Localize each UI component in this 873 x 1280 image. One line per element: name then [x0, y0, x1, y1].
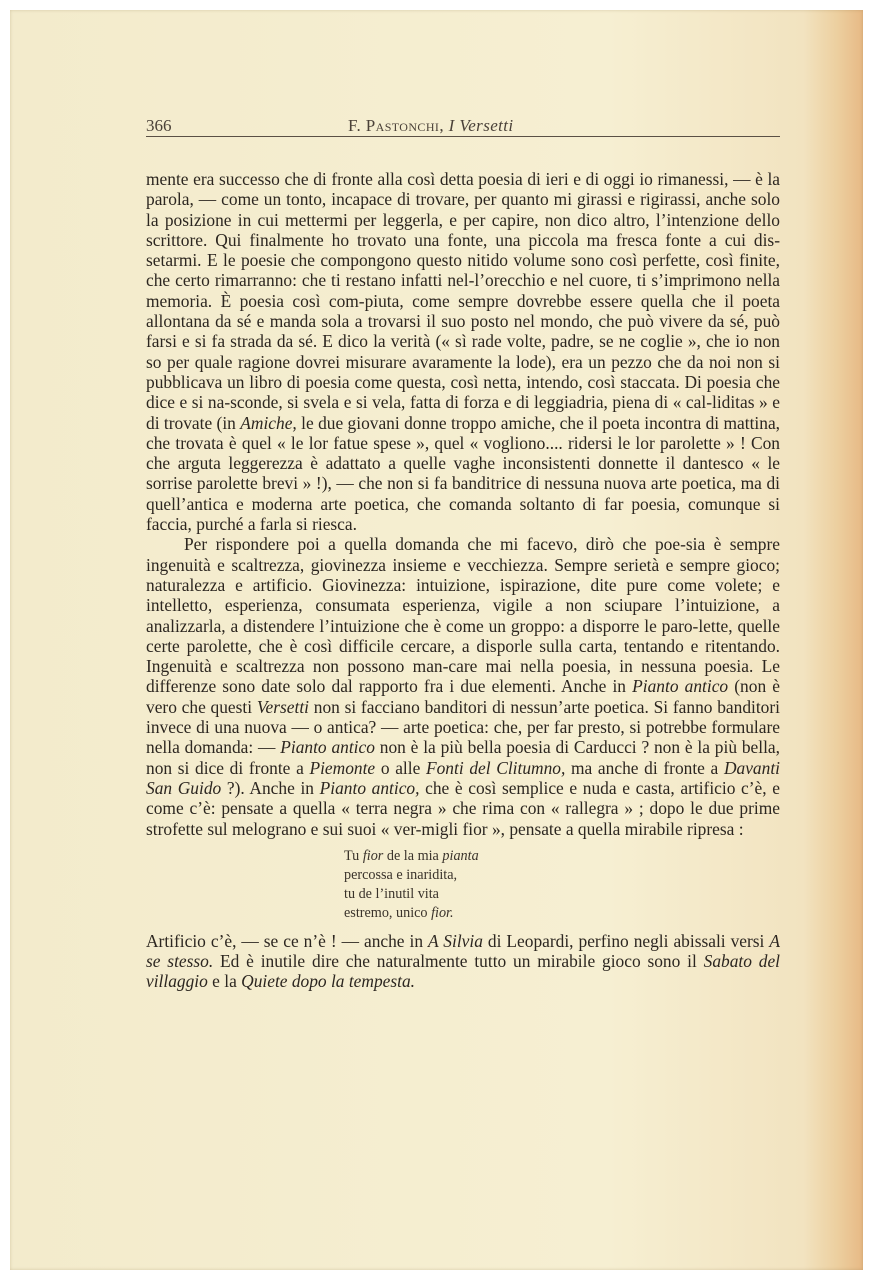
text-run: Artificio c’è, — se ce n’è ! — anche in: [146, 930, 429, 951]
text-run: ?). Anche in: [221, 777, 320, 798]
text-run: le due giovani donne troppo amiche, che il poeta incontra di mattina, che trovata è quel « le lor fatue spese », quel « vogliono.... ridersi le lor parolette » ! Con che arguta leggerezza è adattato a quelle vaghe inconsistenti donnette il dantesco « le sorrise parolette brevi » !), — che non si fa banditrice di nessuna nuova arte poetica, ma di quell’antica e moderna arte poetica, che comanda soltanto di far poesia, comunque si faccia, purché a farla si riesca.: [146, 412, 781, 535]
verse-text: de la mia: [383, 847, 443, 864]
text-run: e la: [207, 971, 242, 992]
paragraph-3: [146, 931, 780, 992]
verse-text: Tu: [344, 847, 363, 864]
text-run: Per rispondere poi a quella domanda che mi facevo, dirò che poe-sia è sempre ingenuità e scaltrezza, giovinezza insieme e vecchiezza. Sempre serietà e sempre gioco; naturalezza e artificio. Giovinezza: intuizione, ispirazione, dite pure come volete; e intelletto, esperienza, consumata esperienza, vigile a non sciupare l’intuizione, a analizzarla, a distendere l’intuizione che è come un groppo: a disporre le paro-lette, quelle certe parolette, che è così difficile cercare, a disporle sulla carta, tentando e ritentando. Ingenuità e scaltrezza non possono man-care mai nella poesia, in nessuna poesia. Le differenze sono date solo dal rapporto fra i due elementi. Anche in: [146, 534, 780, 697]
text-run: non si facciano banditori di nessun’arte poetica. Si fanno banditori invece di una nuova — o antica? — arte poetica: che, per far presto, si potrebbe formulare nella domanda: —: [146, 696, 781, 758]
italic-title: Sabato del villaggio: [146, 951, 780, 992]
italic-title: Pianto antico,: [319, 777, 420, 798]
work-title: I Versetti: [448, 116, 514, 135]
text-run: Ed è inutile dire che naturalmente tutto un mirabile gioco sono il: [213, 951, 704, 972]
verse-line: tu de l’inutil vita: [344, 885, 439, 902]
text-run: di Leopardi, perfino negli abissali versi: [482, 930, 770, 951]
text-run: ma anche di fronte a: [565, 757, 724, 778]
text-run: che è così semplice e nuda e casta, artificio c’è, e come c’è: pensate a quella « terra negra » che rima con « rallegra » ; dopo le due prime strofette sul melograno e sui suoi « ver-migli fior », pensate a quella mirabile ripresa :: [146, 777, 780, 839]
scanned-page: [10, 10, 863, 1270]
text-run: non è la più bella poesia di Carducci ? non è la più bella, non si dice di fronte a: [146, 737, 780, 778]
italic-title: A se stesso.: [146, 930, 780, 972]
page-number: 366: [146, 116, 172, 135]
italic-title: Fonti del Clitumno,: [425, 757, 566, 778]
text-run: o alle: [375, 757, 426, 778]
title-separator: ,: [439, 116, 449, 135]
author-name: F. Pastonchi: [348, 116, 440, 135]
page-content: [146, 110, 780, 992]
verse-italic: pianta: [442, 847, 479, 864]
verse-line: percossa e inaridita,: [344, 866, 458, 883]
italic-title: Quiete dopo la tempesta.: [241, 971, 416, 992]
verse-italic: fior.: [431, 904, 454, 921]
running-title: [348, 116, 514, 136]
paragraph-2: [146, 534, 780, 838]
verse-line: [344, 847, 780, 866]
italic-title: Amiche,: [240, 412, 297, 433]
italic-title: Pianto antico: [632, 676, 729, 697]
verse-italic: fior: [362, 847, 384, 864]
verse-line: [344, 904, 780, 923]
italic-title: Pianto antico: [280, 737, 375, 758]
text-run: mente era successo che di fronte alla così detta poesia di ieri e di oggi io rimanessi, — è la parola, — come un tonto, incapace di trovare, per quanto mi girassi e rigirassi, anche solo la posizione in cui mettermi per leggerla, e per capire, non dico altro, l’intenzione dello scrittore. Qui finalmente ho trovato una fonte, una piccola ma fresca fonte a cui dis-setarmi. E le poesie che compongono questo nitido volume sono così perfette, così finite, che certo rimarranno: che ti restano infatti nel-l’orecchio e nel cuore, ti s’imprimono nella memoria. È poesia così com-piuta, come sempre dovrebbe essere quella che il poeta allontana da sé e manda sola a trovarsi il suo posto nel mondo, che può vivere da sé, può farsi e si fa strada da sé. E dico la verità (« sì rade volte, padre, se ne coglie », che io non so per quale ragione dovrei misurare avaramente la lode), era un pezzo che da noi non si pubblicava un libro di poesia come questa, così netta, intendo, così staccata. Di poesia che dice e si na-sconde, si svela e si vela, fatta di forza e di leggiadria, piena di « cal-liditas » e di trovate (in: [146, 169, 780, 433]
italic-title: Davanti San Guido: [146, 757, 780, 798]
italic-title: Piemonte: [309, 757, 376, 778]
paragraph-1: [146, 169, 780, 534]
body-text: [146, 169, 780, 992]
italic-title: A Silvia: [428, 930, 483, 951]
text-run: (non è vero che questi: [146, 676, 780, 717]
verse-quotation: [344, 847, 780, 923]
italic-title: Versetti: [256, 696, 309, 717]
verse-text: estremo, unico: [344, 904, 432, 921]
running-head: [146, 110, 780, 137]
